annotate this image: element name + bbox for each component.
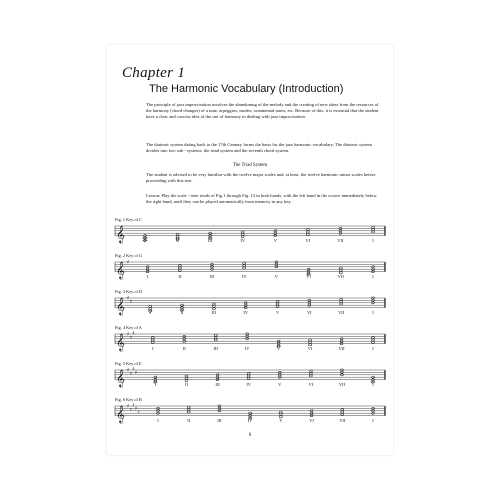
- treble-clef-icon: 𝄞: [116, 296, 125, 315]
- treble-clef-icon: 𝄞: [116, 224, 125, 243]
- advice-paragraph: The student is advised to be very familiar with the twelve major scales and, at least, the twelve harmonic minor scales before proceeding with this text.: [146, 172, 376, 184]
- roman-numeral: II: [176, 238, 180, 243]
- roman-numeral: VII: [337, 238, 344, 243]
- intro-paragraph: The principle of jazz improvisation involves the abandoning of the melody and the creating of new ideas from the resources of the harmony (chord changes) of a tune, arpeggios, modes, ornamental tones, etc. Because of this, it is essential that the student have a clear and concise idea of the use of harmony in dealing with jazz improvisation.: [146, 102, 379, 120]
- roman-numeral: II: [185, 382, 188, 387]
- roman-numeral: VII: [338, 346, 345, 351]
- roman-numeral: I: [372, 238, 374, 243]
- roman-numeral: I: [146, 274, 149, 279]
- sharp-icon: ♯: [129, 335, 133, 342]
- roman-numeral: VII: [338, 382, 345, 387]
- roman-numeral: I: [157, 418, 159, 423]
- roman-numeral: I: [372, 310, 374, 315]
- section-heading-triad-system: The Triad System: [232, 163, 268, 168]
- chapter-heading: Chapter 1: [122, 65, 186, 81]
- music-staff: [115, 365, 385, 385]
- sharp-icon: ♯: [132, 330, 135, 337]
- figure-label: Fig. 4 Key of A: [115, 325, 142, 330]
- roman-numeral: II: [182, 346, 186, 351]
- roman-numeral: II: [180, 310, 184, 315]
- treble-clef-icon: 𝄞: [116, 404, 125, 423]
- sharp-icon: ♯: [129, 299, 133, 306]
- figure-label: Fig. 1 Key of C: [115, 217, 142, 222]
- roman-numeral: I: [372, 274, 374, 279]
- roman-numeral: VI: [307, 310, 312, 315]
- page-title: The Harmonic Vocabulary (Introduction): [149, 83, 344, 95]
- roman-numeral: III: [217, 418, 222, 423]
- figure-label: Fig. 5 Key of E: [115, 361, 142, 366]
- music-staff: [115, 257, 385, 277]
- roman-numeral: III: [209, 274, 215, 279]
- treble-clef-icon: 𝄞: [116, 260, 125, 279]
- roman-numeral: III: [215, 382, 220, 387]
- roman-numeral: I: [152, 346, 154, 351]
- roman-numeral: II: [187, 418, 191, 423]
- sharp-icon: ♯: [137, 409, 140, 416]
- roman-numeral: VII: [337, 274, 344, 279]
- lesson-paragraph: Lesson: Play the scale - tone triads of Fig 1 through Fig. 13 in both hands, with the left hand in the octave immediately below the right hand, until they can be played automatically from memory in any key.: [146, 193, 377, 205]
- treble-clef-icon: 𝄞: [116, 332, 125, 351]
- roman-numeral: VI: [308, 382, 314, 387]
- roman-numeral: III: [211, 310, 217, 315]
- roman-numeral: III: [207, 238, 213, 243]
- roman-numeral: IV: [243, 310, 248, 315]
- roman-numeral: IV: [240, 238, 246, 243]
- roman-numeral: IV: [241, 274, 247, 279]
- sharp-icon: ♯: [127, 331, 130, 338]
- roman-numeral: VI: [307, 346, 313, 351]
- sharp-icon: ♯: [134, 406, 138, 412]
- roman-numeral: VI: [305, 238, 311, 243]
- figure-label: Fig. 3 Key of D: [115, 289, 143, 294]
- roman-numeral: I: [149, 310, 151, 315]
- roman-numeral: V: [273, 238, 277, 243]
- roman-numeral: II: [178, 274, 182, 279]
- music-staff: [115, 221, 385, 241]
- diatonic-paragraph: The diatonic system dating back to the 17th Century forms the basis for the jazz harmonic vocabulary. The diatonic system divides into two sub - systems, the triad system and the seventh chord system.: [146, 142, 372, 154]
- music-staff: [115, 401, 385, 421]
- sharp-icon: ♯: [134, 370, 138, 376]
- sharp-icon: ♯: [127, 367, 130, 374]
- sharp-icon: ♯: [129, 407, 133, 414]
- roman-numeral: VI: [309, 418, 314, 423]
- roman-numeral: I: [372, 382, 374, 387]
- roman-numeral: IV: [247, 418, 253, 423]
- roman-numeral: VI: [306, 274, 311, 279]
- sharp-icon: ♯: [127, 295, 130, 302]
- treble-clef-icon: 𝄞: [116, 368, 125, 387]
- roman-numeral: I: [154, 382, 157, 387]
- figure-label: Fig. 2 Key of G: [115, 253, 143, 258]
- sharp-icon: ♯: [129, 371, 133, 378]
- roman-numeral: V: [274, 274, 278, 279]
- sharp-icon: ♯: [132, 366, 135, 373]
- figure-label: Fig. 6 Key of B: [115, 397, 142, 402]
- roman-numeral: V: [275, 310, 280, 315]
- sharp-icon: ♯: [127, 259, 130, 266]
- roman-numeral: I: [372, 418, 374, 423]
- roman-numeral: VII: [338, 310, 345, 315]
- roman-numeral: V: [279, 418, 283, 423]
- music-staff: [115, 329, 385, 349]
- music-staff: [115, 293, 385, 313]
- roman-numeral: IV: [246, 382, 251, 387]
- roman-numeral: V: [277, 346, 281, 351]
- roman-numeral: V: [278, 382, 282, 387]
- roman-numeral: IV: [244, 346, 250, 351]
- sharp-icon: ♯: [132, 402, 135, 409]
- book-page: [107, 45, 393, 455]
- sharp-icon: ♯: [127, 403, 130, 410]
- roman-numeral: I: [372, 346, 374, 351]
- page-number: 6: [248, 433, 252, 438]
- roman-numeral: VII: [339, 418, 346, 423]
- roman-numeral: III: [213, 346, 218, 351]
